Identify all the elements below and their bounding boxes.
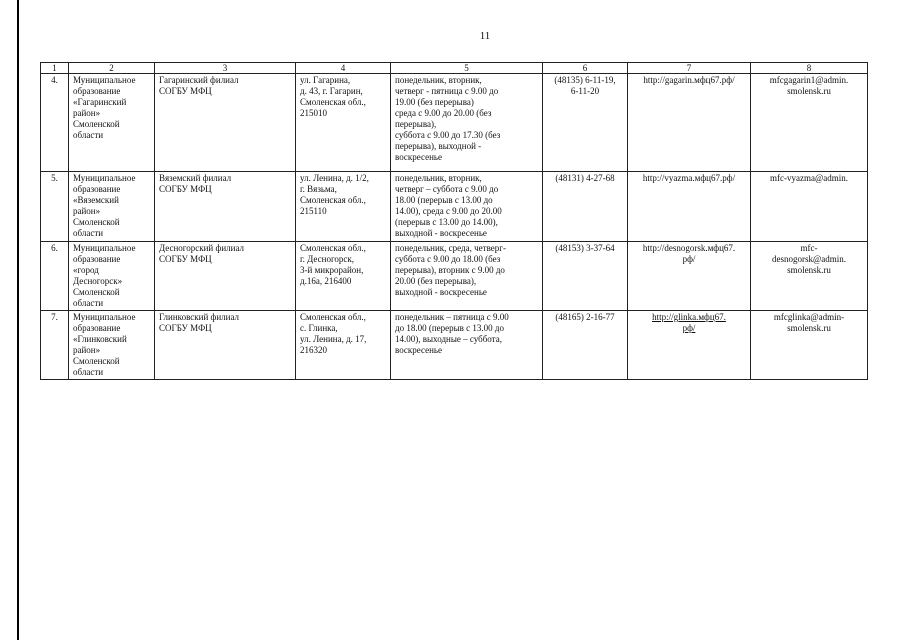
address-cell: Смоленская обл., г. Десногорск, 3-й микрорайон, д.16а, 216400 bbox=[296, 242, 391, 311]
website-link[interactable]: http://glinka.мфц67. рф/ bbox=[652, 312, 726, 333]
email-cell[interactable] bbox=[751, 172, 868, 242]
branch-cell: Десногорский филиал СОГБУ МФЦ bbox=[155, 242, 296, 311]
phone-cell: (48153) 3-37-64 bbox=[543, 242, 628, 311]
table-row bbox=[41, 172, 868, 242]
col-header-3: 3 bbox=[155, 63, 296, 74]
municipality-cell: Муниципальное образование «Гагаринский район» Смоленской области bbox=[69, 74, 155, 172]
page-number: 11 bbox=[479, 30, 491, 42]
address-cell: ул. Ленина, д. 1/2, г. Вязьма, Смоленская обл., 215110 bbox=[296, 172, 391, 242]
col-header-8: 8 bbox=[751, 63, 868, 74]
email-link[interactable]: mfcglinka@admin- smolensk.ru bbox=[773, 312, 845, 333]
col-header-1: 1 bbox=[41, 63, 69, 74]
branch-cell: Вяземский филиал СОГБУ МФЦ bbox=[155, 172, 296, 242]
email-link[interactable]: mfc- desnogorsk@admin. smolensk.ru bbox=[771, 243, 847, 275]
address-cell: Смоленская обл., с. Глинка, ул. Ленина, д. 17, 216320 bbox=[296, 311, 391, 380]
mfc-branches-table bbox=[40, 62, 868, 380]
website-link[interactable]: http://gagarin.мфц67.рф/ bbox=[643, 75, 735, 85]
address-cell: ул. Гагарина, д. 43, г. Гагарин, Смоленская обл., 215010 bbox=[296, 74, 391, 172]
email-link[interactable]: mfc-vyazma@admin. bbox=[769, 173, 848, 183]
schedule-cell: понедельник, среда, четверг- суббота с 9.00 до 18.00 (без перерыва), вторник с 9.00 до 20.00 (без перерыва), выходной - воскресенье bbox=[391, 242, 543, 311]
table-row bbox=[41, 74, 868, 172]
schedule-cell: понедельник – пятница с 9.00 до 18.00 (перерыв с 13.00 до 14.00), выходные – суббота, воскресенье bbox=[391, 311, 543, 380]
website-link[interactable]: http://vyazma.мфц67.рф/ bbox=[642, 173, 736, 183]
schedule-cell: понедельник, вторник, четверг – суббота с 9.00 до 18.00 (перерыв с 13.00 до 14.00), среда с 9.00 до 20.00 (перерыв с 13.00 до 14.00), выходной - воскресенье bbox=[391, 172, 543, 242]
phone-cell: (48165) 2-16-77 bbox=[543, 311, 628, 380]
col-header-7: 7 bbox=[628, 63, 751, 74]
col-header-6: 6 bbox=[543, 63, 628, 74]
col-header-4: 4 bbox=[296, 63, 391, 74]
email-cell[interactable] bbox=[751, 74, 868, 172]
branch-cell: Гагаринский филиал СОГБУ МФЦ bbox=[155, 74, 296, 172]
phone-cell: (48135) 6-11-19, 6-11-20 bbox=[543, 74, 628, 172]
branch-cell: Глинковский филиал СОГБУ МФЦ bbox=[155, 311, 296, 380]
email-cell[interactable] bbox=[751, 242, 868, 311]
table-row bbox=[41, 242, 868, 311]
left-margin-rule bbox=[17, 0, 19, 640]
table-row bbox=[41, 311, 868, 380]
website-link[interactable]: http://desnogorsk.мфц67. рф/ bbox=[642, 243, 736, 264]
row-number: 6. bbox=[41, 242, 69, 311]
municipality-cell: Муниципальное образование «Глинковский район» Смоленской области bbox=[69, 311, 155, 380]
schedule-cell: понедельник, вторник, четверг - пятница с 9.00 до 19.00 (без перерыва) среда с 9.00 до 20.00 (без перерыва), суббота с 9.00 до 17.30 (без перерыва), выходной - воскресенье bbox=[391, 74, 543, 172]
municipality-cell: Муниципальное образование «Вяземский район» Смоленской области bbox=[69, 172, 155, 242]
header-row bbox=[41, 63, 868, 74]
row-number: 5. bbox=[41, 172, 69, 242]
row-number: 4. bbox=[41, 74, 69, 172]
website-cell[interactable] bbox=[628, 311, 751, 380]
col-header-2: 2 bbox=[69, 63, 155, 74]
website-cell[interactable] bbox=[628, 74, 751, 172]
row-number: 7. bbox=[41, 311, 69, 380]
phone-cell: (48131) 4-27-68 bbox=[543, 172, 628, 242]
col-header-5: 5 bbox=[391, 63, 543, 74]
website-cell[interactable] bbox=[628, 172, 751, 242]
website-cell[interactable] bbox=[628, 242, 751, 311]
municipality-cell: Муниципальное образование «город Десногорск» Смоленской области bbox=[69, 242, 155, 311]
email-cell[interactable] bbox=[751, 311, 868, 380]
email-link[interactable]: mfcgagarin1@admin. smolensk.ru bbox=[769, 75, 849, 96]
